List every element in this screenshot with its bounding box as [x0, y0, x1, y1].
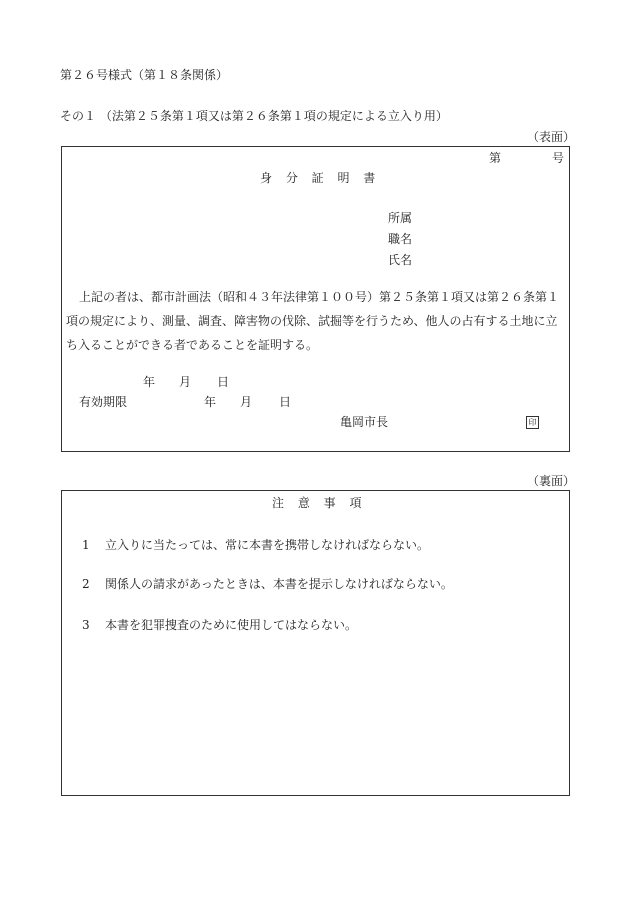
note-item-text: 立入りに当たっては、常に本書を携帯しなければならない。	[105, 538, 430, 552]
notes-title: 注 意 事 項	[272, 496, 362, 510]
note-item-number: 3	[82, 618, 90, 632]
issuer-name: 亀岡市長	[340, 415, 389, 429]
issue-day-label: 日	[217, 375, 230, 389]
seal-mark: 印	[526, 416, 539, 429]
form-number: 第２６号様式（第１８条関係）	[60, 68, 229, 82]
position-label: 職名	[388, 232, 413, 246]
form-subtitle: その１ （法第２５条第１項又は第２６条第１項の規定による立入り用）	[60, 109, 448, 123]
note-item-number: 1	[82, 538, 90, 552]
certificate-title: 身 分 証 明 書	[260, 171, 376, 185]
valid-period-label: 有効期限	[79, 395, 128, 409]
issue-year-label: 年	[143, 375, 156, 389]
note-item-number: 2	[82, 577, 90, 591]
issue-month-label: 月	[179, 375, 192, 389]
name-label: 氏名	[388, 253, 413, 267]
valid-day-label: 日	[279, 395, 292, 409]
certificate-number-suffix: 号	[552, 151, 565, 165]
certificate-body-text: 上記の者は、都市計画法（昭和４３年法律第１００号）第２５条第１項又は第２６条第１項の規定により、測量、調査、障害物の伐除、試掘等を行うため、他人の占有する土地に立ち入ることができる者であることを証明する。	[66, 290, 560, 352]
back-card	[61, 490, 570, 796]
valid-month-label: 月	[240, 395, 253, 409]
front-side-label: （表面）	[527, 130, 576, 144]
affiliation-label: 所属	[388, 211, 413, 225]
valid-year-label: 年	[204, 395, 217, 409]
back-side-label: （裏面）	[527, 474, 576, 488]
note-item-text: 関係人の請求があったときは、本書を提示しなければならない。	[105, 577, 453, 591]
note-item-text: 本書を犯罪捜査のために使用してはならない。	[105, 618, 358, 632]
certificate-number-prefix: 第	[489, 151, 502, 165]
